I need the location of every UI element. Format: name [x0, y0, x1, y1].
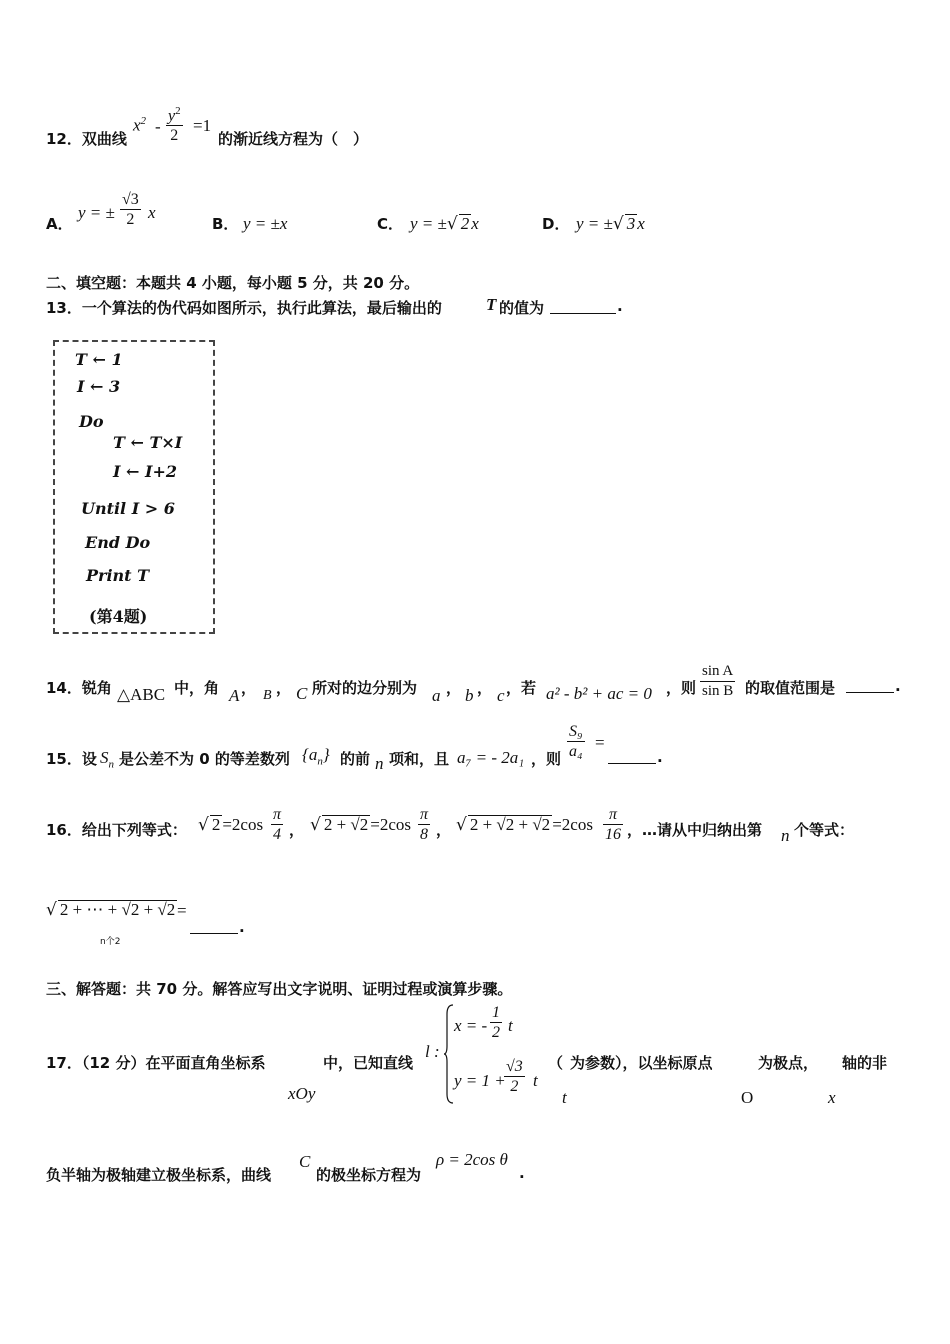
q12-option-a-fraction: $\frac{√3}{2}$	[122, 191, 139, 228]
q12-eq-fraction: $\frac{y^2}{2}$	[166, 102, 183, 145]
code-line-6: Until I > 6	[81, 499, 175, 518]
q15-condition: a₇ = - 2a₁	[457, 748, 525, 767]
q12-option-a-label: A．	[46, 215, 73, 233]
q17-text-8: 的极坐标方程为	[316, 1166, 422, 1184]
q12-stem-suffix: 的渐近线方程为（ ）	[218, 130, 369, 148]
q15-n: n	[375, 754, 384, 773]
code-line-8: Print T	[86, 566, 150, 585]
q13-answer-blank	[550, 298, 616, 314]
q12-option-b-label: B．	[212, 215, 239, 233]
q15-sn: $S_n$	[100, 748, 114, 771]
q17-y-equation: y = 1 +	[454, 1071, 506, 1090]
q12-stem-prefix: 12．双曲线	[46, 130, 127, 148]
q14-side-b: b	[465, 686, 474, 705]
q14-text-2: 中，角	[174, 679, 220, 697]
q15-equals: =	[595, 733, 605, 752]
q17-end: .	[519, 1164, 525, 1182]
q17-text-3: （	[548, 1054, 564, 1072]
q17-y-fraction: $\frac{√3}{2}$	[506, 1058, 523, 1095]
q16-sep-1: ，	[289, 821, 305, 839]
q17-text-6: 轴的非	[842, 1054, 888, 1072]
q14-triangle: △ABC	[117, 685, 166, 704]
q12-eq-rhs: =1	[193, 116, 212, 135]
q15-text-3: 的前	[340, 750, 371, 768]
q12-option-b-expr: y = ±x	[243, 214, 288, 233]
q16-general-eq: √ 2 + ⋯ + √2 + √2	[46, 900, 176, 920]
code-line-7: End Do	[85, 533, 151, 552]
q17-origin-o: O	[741, 1088, 754, 1107]
q16-text-2: ，…请从中归纳出第	[627, 821, 763, 839]
q14-text-3: 所对的边分别为	[312, 679, 418, 697]
q12-option-d-expr: y = ±√ 3 x	[576, 214, 645, 234]
q16-text-3: 个等式：	[794, 821, 855, 839]
q14-angle-a: A	[229, 686, 240, 705]
section-3-heading: 三、解答题：共 70 分。解答应写出文字说明、证明过程或演算步骤。	[46, 980, 513, 998]
q13-var: T	[486, 295, 497, 314]
q17-curve-c: C	[299, 1152, 311, 1171]
section-2-heading: 二、填空题：本题共 4 小题，每小题 5 分，共 20 分。	[46, 274, 420, 292]
q12-option-c-expr: y = ±√ 2 x	[410, 214, 479, 234]
q15-answer-blank	[608, 748, 656, 764]
q16-answer-blank	[190, 918, 238, 934]
q16-n: n	[781, 826, 790, 845]
q16-general-underbrace-label: n个2	[100, 937, 121, 947]
pseudocode-box	[53, 340, 215, 634]
q12-eq-minus: -	[155, 117, 161, 136]
q15-text-5: ，则	[531, 750, 562, 768]
q16-end: .	[239, 918, 245, 936]
q17-text-1: 17．（12 分）在平面直角坐标系	[46, 1054, 266, 1072]
code-line-1: T ← 1	[75, 350, 123, 369]
q15-fraction: $\frac{\text{S₉}}{\text{a₄}}$	[569, 723, 583, 760]
q15-sequence: $\{a_n\}$	[302, 745, 330, 768]
q16-eq2: √ 2 + √2 =2cos	[310, 815, 412, 835]
code-line-2: I ← 3	[77, 377, 121, 396]
q14-angle-b: B	[263, 688, 272, 703]
q15-text-2: 是公差不为 0 的等差数列	[119, 750, 290, 768]
code-line-4: T ← T×I	[113, 433, 183, 452]
q14-comma-3: ，	[446, 679, 462, 697]
q14-text-6: 的取值范围是	[745, 679, 836, 697]
q16-eq1-fraction: $\frac{\pi}{4}$	[273, 806, 282, 843]
q14-text-1: 14．锐角	[46, 679, 112, 697]
q12-option-a-tail: x	[148, 203, 156, 222]
q14-comma-4: ，	[477, 679, 493, 697]
q15-text-4: 项和，且	[389, 750, 450, 768]
q12-option-d-label: D．	[542, 215, 570, 233]
q16-general-equals: =	[177, 901, 187, 920]
q17-axis-x: x	[828, 1088, 836, 1107]
q13-stem-tail: 的值为	[499, 299, 545, 317]
q13-end: .	[617, 297, 623, 315]
q14-comma-2: ，	[276, 679, 292, 697]
q14-text-5: ，则	[666, 679, 697, 697]
code-line-5: I ← I+2	[113, 462, 178, 481]
q12-option-a-lhs: y = ±	[78, 203, 115, 222]
q16-eq3-fraction: $\frac{\pi}{16}$	[605, 806, 621, 843]
q16-text-1: 16．给出下列等式：	[46, 821, 187, 839]
code-line-3: Do	[79, 412, 104, 431]
q14-side-c: c	[497, 686, 505, 705]
q14-fraction: $\frac{\text{sin A}}{\text{sin B}}$	[702, 663, 734, 699]
q12-option-c-label: C．	[377, 215, 404, 233]
q14-comma-1: ，	[241, 679, 257, 697]
q17-x-equation: x = -	[454, 1016, 488, 1035]
q14-side-a: a	[432, 686, 441, 705]
q15-text-1: 15．设	[46, 750, 97, 768]
q15-end: .	[657, 748, 663, 766]
q17-x-t: t	[508, 1016, 513, 1035]
q17-system-brace	[444, 1004, 454, 1104]
q17-param-t: t	[562, 1088, 567, 1107]
q17-text-5: 为极点，	[758, 1054, 819, 1072]
q14-end: .	[895, 677, 901, 695]
q14-angle-c: C	[296, 684, 308, 703]
q17-line-l: l :	[425, 1042, 440, 1061]
q17-text-7: 负半轴为极轴建立极坐标系，曲线	[46, 1166, 272, 1184]
q14-answer-blank	[846, 677, 894, 693]
q16-eq2-fraction: $\frac{\pi}{8}$	[420, 806, 429, 843]
q17-text-2: 中，已知直线	[323, 1054, 414, 1072]
q17-x-fraction: $\frac{1}{2}$	[492, 1004, 500, 1041]
q17-text-4: 为参数），以坐标原点	[570, 1054, 713, 1072]
q17-y-t: t	[533, 1071, 538, 1090]
q12-eq-x2: $x^2$	[133, 115, 147, 135]
q13-stem: 13．一个算法的伪代码如图所示，执行此算法，最后输出的	[46, 299, 442, 317]
code-caption: (第4题)	[89, 607, 148, 626]
q17-xoy: xOy	[288, 1084, 316, 1103]
q16-eq1: √ 2 =2cos	[198, 815, 264, 835]
q14-text-4: ，若	[506, 679, 537, 697]
q16-sep-2: ，	[436, 821, 452, 839]
q16-eq3: √ 2 + √2 + √2 =2cos	[456, 815, 593, 835]
q14-condition: a² - b² + ac = 0	[546, 684, 652, 703]
q17-polar-equation: ρ = 2cos θ	[436, 1150, 508, 1169]
